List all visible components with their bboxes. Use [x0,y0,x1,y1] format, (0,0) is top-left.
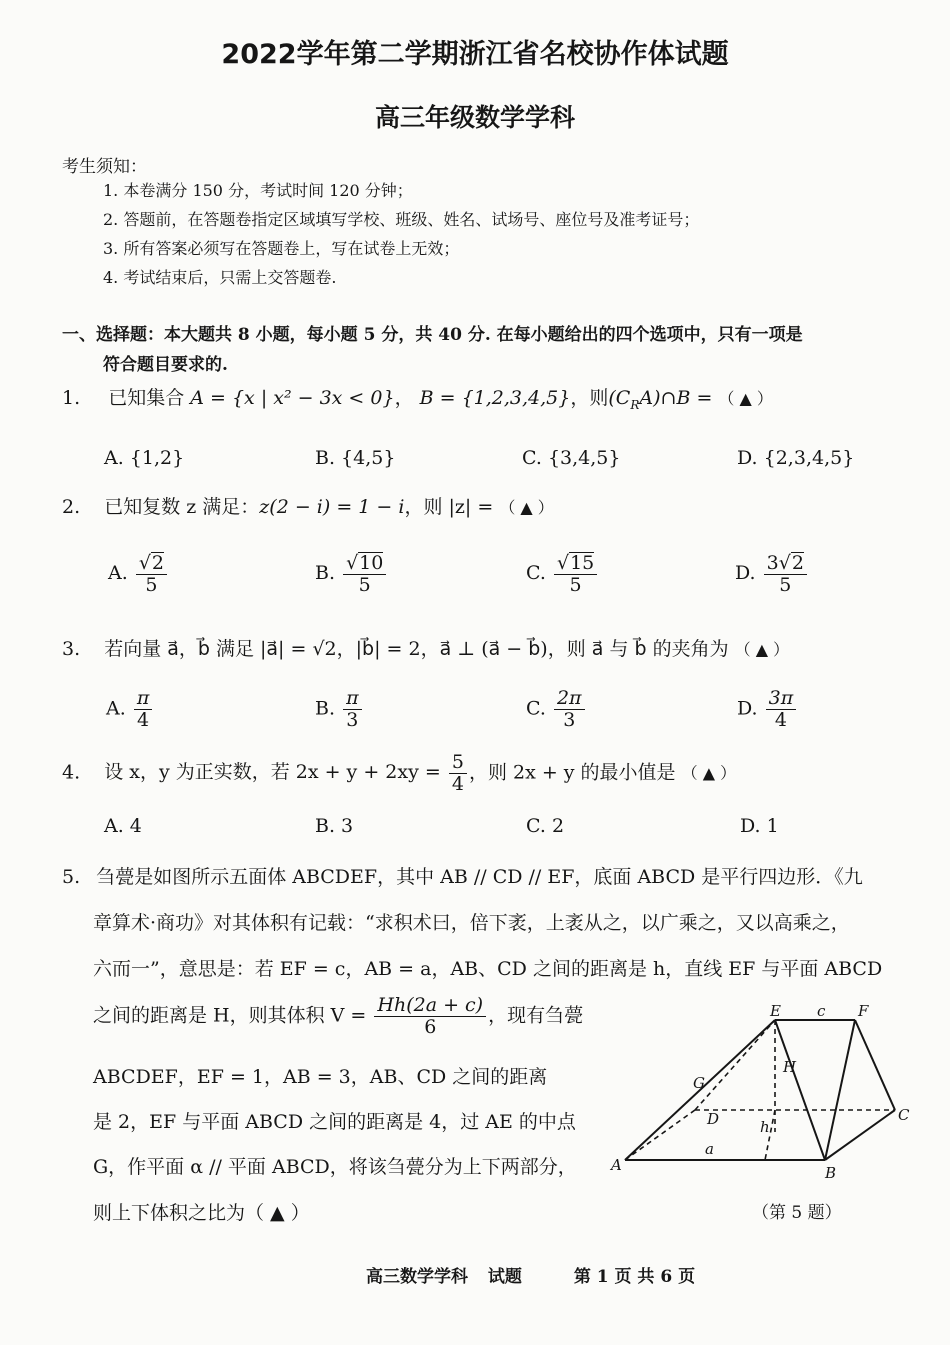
q1-stem: 已知集合 [108,387,185,409]
q5-line: 是 2，EF 与平面 ABCD 之间的距离是 4，过 AE 的中点 [93,1111,576,1133]
label-g: G [693,1074,705,1092]
q1-set-b: B = {1,2,3,4,5} [419,387,571,409]
section-heading-cont: 符合题目要求的. [103,355,228,375]
denominator: 4 [137,708,150,731]
numerator: π [134,688,153,710]
notice-item: 3. 所有答案必须写在答题卷上，写在试卷上无效； [103,239,460,258]
q2-eq: z(2 − i) = 1 − i [259,496,405,518]
exam-subtitle: 高三年级数学学科 [374,103,575,132]
denominator: 4 [774,708,787,731]
edge-bc [825,1110,895,1160]
q5-line: 六而一”，意思是：若 EF = c，AB = a，AB、CD 之间的距离是 h，直线 EF 与平面 ABCD [93,958,883,980]
option-label: B. [315,561,336,584]
fraction [343,688,362,731]
q4-option-c: C. 2 [526,815,565,837]
q5-line: ABCDEF，EF = 1，AB = 3，AB、CD 之间的距离 [93,1066,548,1088]
question-4 [62,752,736,795]
q3-option-a [106,688,154,731]
denominator: 5 [779,573,792,596]
option-label: A. [106,697,126,720]
question-number: 5. [62,866,81,888]
question-number: 1. [62,387,81,409]
q5-line: 刍甍是如图所示五面体 ABCDEF，其中 AB // CD // EF，底面 ABCD 是平行四边形．《九 [96,866,863,888]
label-big-h: H [783,1058,797,1076]
answer-blank: （ ▲ ） [718,389,773,408]
label-c-vertex: C [898,1106,910,1124]
q1-stem-b: ，则 [570,387,609,409]
label-small-h: h [760,1118,770,1136]
fraction: $\frac{√15}{5}$ [554,552,597,596]
denominator: 5 [358,573,371,596]
label-f: F [858,1002,869,1020]
option-label: B. [315,697,336,720]
label-d: D [707,1110,720,1128]
q1-option-d: D. {2,3,4,5} [737,447,855,469]
q4-stem-b: ，则 2x + y 的最小值是 [468,761,676,784]
question-number: 4. [62,761,81,784]
edge-be [775,1020,825,1160]
denominator: 3 [346,708,359,731]
denominator: 6 [424,1015,437,1038]
q1-expr: (C [608,387,631,409]
option-label: C. [526,697,546,720]
answer-blank: （ ▲ ） [499,498,554,517]
question-3 [62,634,789,661]
denominator: 4 [451,772,464,795]
coefficient: 3 [766,552,779,574]
radicand: 10 [359,552,384,574]
label-a-length: a [705,1140,714,1158]
q3-option-d [737,688,798,731]
fraction [134,688,153,731]
volume-fraction [374,995,486,1038]
q4-option-a: A. 4 [104,815,142,837]
q5-text: ，现有刍甍 [488,1004,584,1027]
question-number: 2. [62,496,81,518]
option-label: D. [737,697,758,720]
label-b: B [825,1164,837,1182]
q1-sub: R [630,397,640,412]
q2-option-a [108,552,169,596]
q5-line: G，作平面 α // 平面 ABCD，将该刍甍分为上下两部分， [93,1156,577,1178]
footer-subject: 高三数学学科 [366,1267,468,1287]
fraction: $\frac{√2}{5}$ [136,552,167,596]
q5-line: 章算术·商功》对其体积有记载：“求积术曰，倍下袤，上袤从之，以广乘之，又以高乘之， [93,912,850,934]
answer-blank: （ ▲ ） [734,640,790,659]
q5-text: 之间的距离是 H，则其体积 V = [93,1004,367,1027]
option-label: D. [735,561,756,584]
exam-title: 2022学年第二学期浙江省名校协作体试题 [221,39,729,70]
fraction [554,688,585,731]
notice-heading: 考生须知： [62,157,147,177]
q3-option-c [526,688,587,731]
q2-option-d [735,552,809,596]
edge-ad-hidden [625,1110,695,1160]
label-c-length: c [817,1002,826,1020]
pentahedron-figure [605,1000,925,1200]
radicand: 2 [791,552,804,574]
numerator: 5 [449,752,467,774]
q2-option-c [526,552,599,596]
notice-item: 2. 答题前，在答题卷指定区域填写学校、班级、姓名、试场号、座位号及准考证号； [103,210,700,229]
label-e: E [770,1002,781,1020]
q4-option-b: B. 3 [315,815,354,837]
question-number: 3. [62,638,81,660]
numerator: 3π [766,688,797,710]
fraction [449,752,467,795]
figure-caption: （第 5 题） [752,1203,842,1223]
numerator: π [343,688,362,710]
footer-page: 第 1 页 共 6 页 [573,1267,696,1287]
q1-expr-end: A)∩B = [639,387,713,409]
fraction: $\frac{3√2}{5}$ [764,552,807,596]
edge-de-hidden [695,1020,775,1110]
q4-stem: 设 x，y 为正实数，若 2x + y + 2xy = [104,761,441,784]
footer-type: 试题 [487,1267,522,1287]
q3-stem: 若向量 a⃗，b⃗ 满足 |a⃗| = √2，|b⃗| = 2，a⃗ ⊥ (a⃗ − b⃗)，则 a⃗ 与 b⃗ 的夹角为 [104,638,729,660]
denominator: 5 [569,573,582,596]
fraction: $\frac{√10}{5}$ [343,552,386,596]
q4-option-d: D. 1 [740,815,779,837]
q2-ask: ，则 |z| = [404,496,494,518]
option-label: C. [526,561,546,584]
numerator: 2π [554,688,585,710]
page-footer [366,1262,709,1287]
edge-cf [855,1020,895,1110]
q3-option-b [315,688,364,731]
q5-volume-line [93,995,583,1038]
notice-item: 1. 本卷满分 150 分，考试时间 120 分钟； [103,181,413,200]
q1-option-a: A. {1,2} [104,447,185,469]
denominator: 5 [145,573,158,596]
question-5 [62,862,863,889]
q2-stem: 已知复数 z 满足： [104,496,260,518]
q1-set-a: A = {x | x² − 3x < 0} [190,387,395,409]
radicand: 2 [151,552,165,574]
q1-option-b: B. {4,5} [315,447,396,469]
section-heading: 一、选择题：本大题共 8 小题，每小题 5 分，共 40 分. 在每小题给出的四个选项中，只有一项是 [62,325,803,345]
edge-bf [825,1020,855,1160]
answer-blank: （ ▲ ） [681,763,737,783]
denominator: 3 [563,708,576,731]
label-a: A [611,1156,622,1174]
q5-line: 则上下体积之比为（ ▲ ） [93,1202,310,1224]
q1-option-c: C. {3,4,5} [522,447,621,469]
q2-option-b [315,552,388,596]
notice-item: 4. 考试结束后，只需上交答题卷. [103,268,337,287]
option-label: A. [108,561,128,584]
question-2 [62,492,554,519]
fraction [766,688,797,731]
question-1: 1. 已知集合 A = {x | x² − 3x < 0}， B = {1,2,3,4,5}，则$(C_RA)\cap B$ = （ ▲ ） [62,387,773,412]
radicand: 15 [570,552,595,574]
numerator: Hh(2a + c) [374,995,486,1017]
